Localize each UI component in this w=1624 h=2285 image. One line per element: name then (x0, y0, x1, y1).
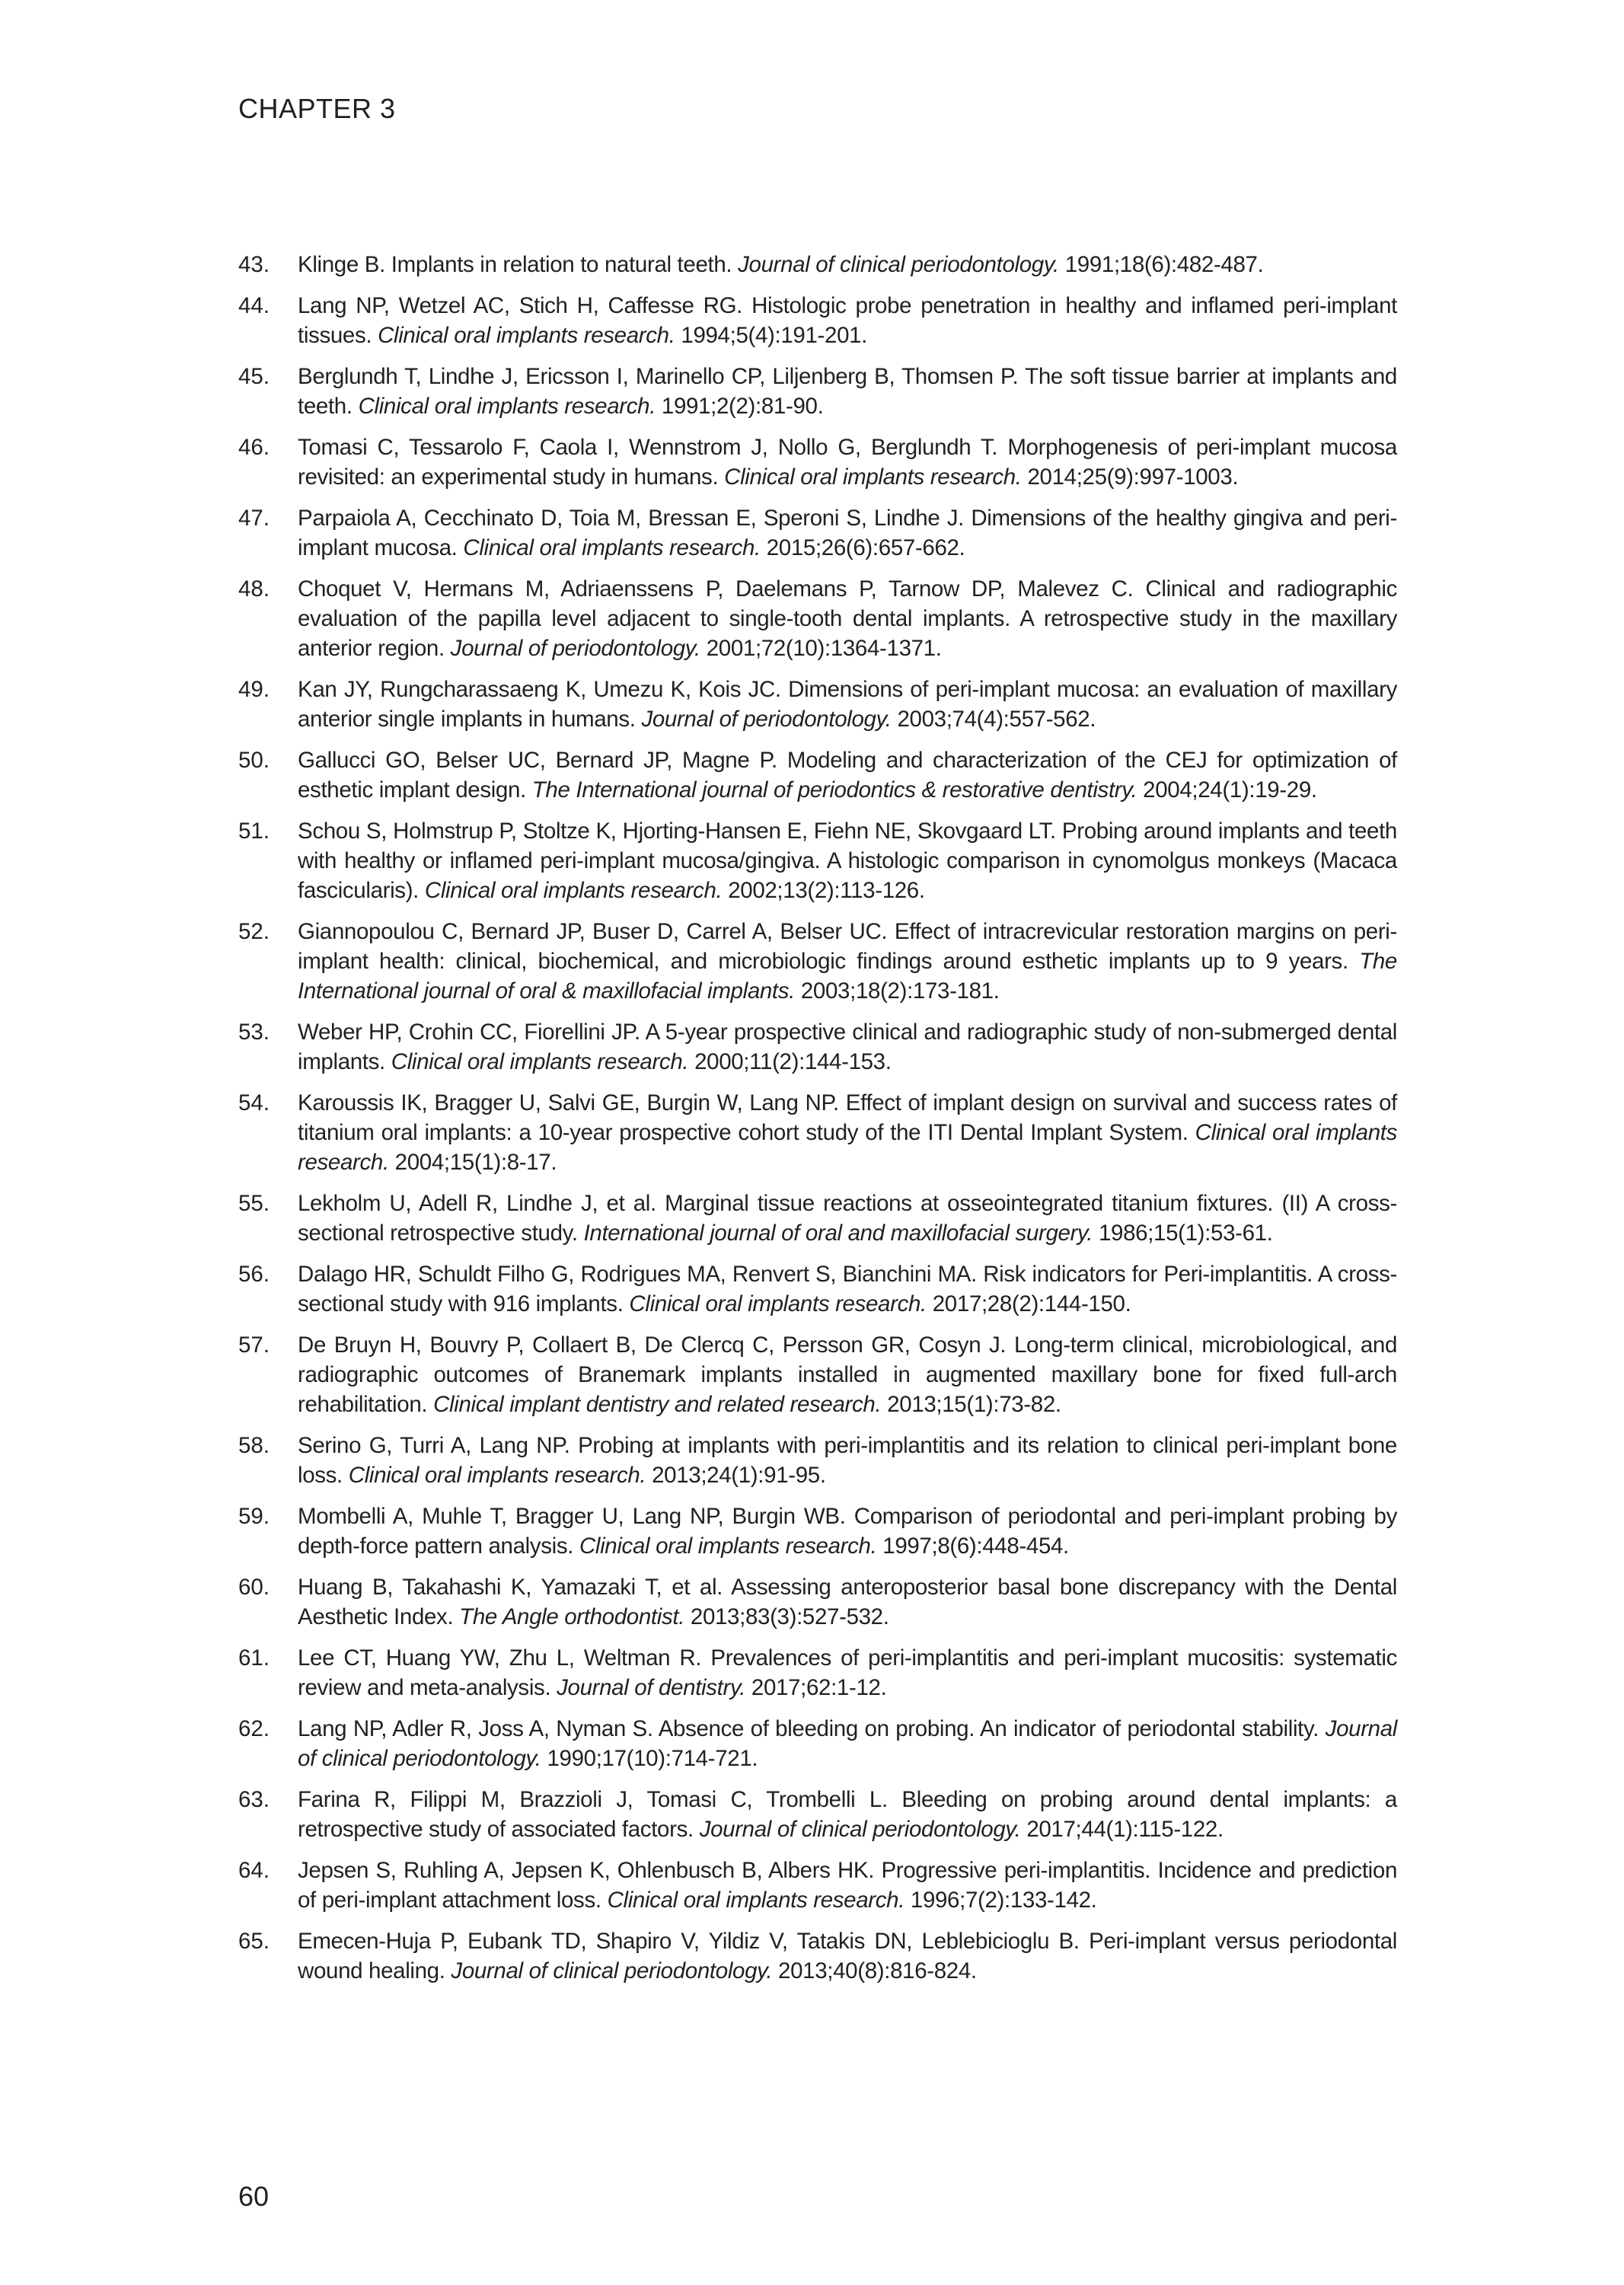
reference-text (298, 1330, 1397, 1419)
reference-authors-title: Lekholm U, Adell R, Lindhe J, et al. Marginal tissue reactions at osseointegrated titanium fixtures. (II) A cross-sectional retrospective study. (298, 1191, 1397, 1246)
reference-citation: 2013;40(8):816-824. (772, 1958, 977, 1983)
reference-citation: 2017;62:1-12. (745, 1675, 887, 1700)
reference-item (238, 291, 1397, 350)
reference-citation: 2017;44(1):115-122. (1020, 1817, 1224, 1842)
reference-citation: 1991;18(6):482-487. (1058, 252, 1264, 277)
reference-text (298, 1714, 1397, 1773)
reference-number: 49. (238, 677, 270, 702)
reference-authors-title: Farina R, Filippi M, Brazzioli J, Tomasi C, Trombelli L. Bleeding on probing around dental implants: a retrospective study of associated factors. (298, 1787, 1397, 1842)
reference-text (298, 1431, 1397, 1490)
reference-number: 58. (238, 1433, 270, 1458)
reference-item (238, 250, 1397, 279)
reference-number: 48. (238, 576, 270, 602)
reference-citation: 2014;25(9):997-1003. (1021, 464, 1239, 490)
reference-journal: Clinical implant dentistry and related research. (433, 1392, 882, 1417)
reference-text (298, 432, 1397, 492)
reference-item (238, 1856, 1397, 1915)
reference-number: 60. (238, 1575, 270, 1600)
reference-authors-title: Schou S, Holmstrup P, Stoltze K, Hjorting-Hansen E, Fiehn NE, Skovgaard LT. Probing around implants and teeth with healthy or inflamed peri-implant mucosa/gingiva. A histologic comparison in cynomolgus monkeys (Macaca fascicularis). (298, 819, 1397, 903)
reference-journal: Clinical oral implants research. (348, 1463, 646, 1488)
reference-authors-title: Giannopoulou C, Bernard JP, Buser D, Carrel A, Belser UC. Effect of intracrevicular restoration margins on peri-implant health: clinical, biochemical, and microbiologic findings around esthetic implants up to 9 years. (298, 919, 1397, 974)
reference-authors-title: Serino G, Turri A, Lang NP. Probing at implants with peri-implantitis and its relation to clinical peri-implant bone loss. (298, 1433, 1397, 1488)
reference-journal: The International journal of oral & maxillofacial implants. (298, 949, 1397, 1004)
reference-text (298, 291, 1397, 350)
reference-journal: Clinical oral implants research. (358, 394, 656, 419)
reference-number: 56. (238, 1262, 270, 1287)
chapter-heading: CHAPTER 3 (238, 93, 396, 124)
reference-item (238, 1572, 1397, 1632)
reference-authors-title: Lang NP, Wetzel AC, Stich H, Caffesse RG. Histologic probe penetration in healthy and inflamed peri-implant tissues. (298, 293, 1397, 348)
reference-journal: Clinical oral implants research. (298, 1120, 1397, 1175)
reference-journal: Journal of clinical periodontology. (451, 1958, 773, 1983)
reference-text (298, 1856, 1397, 1915)
reference-item (238, 1643, 1397, 1703)
reference-citation: 2003;74(4):557-562. (891, 707, 1096, 732)
reference-number: 51. (238, 819, 270, 844)
reference-citation: 1994;5(4):191-201. (675, 323, 868, 348)
reference-item (238, 362, 1397, 421)
reference-authors-title: Mombelli A, Muhle T, Bragger U, Lang NP, Burgin WB. Comparison of periodontal and peri-implant probing by depth-force pattern analysis. (298, 1504, 1397, 1559)
reference-text (298, 1643, 1397, 1703)
reference-text (298, 503, 1397, 563)
reference-number: 46. (238, 435, 270, 460)
reference-citation: 2004;24(1):19-29. (1137, 777, 1317, 803)
reference-item (238, 1088, 1397, 1177)
reference-citation: 1990;17(10):714-721. (541, 1746, 758, 1771)
reference-citation: 1996;7(2):133-142. (905, 1888, 1097, 1913)
reference-item (238, 1330, 1397, 1419)
reference-citation: 2001;72(10):1364-1371. (700, 636, 942, 661)
reference-journal: Journal of clinical periodontology. (699, 1817, 1021, 1842)
reference-journal: Journal of clinical periodontology. (738, 252, 1059, 277)
reference-number: 50. (238, 748, 270, 773)
reference-citation: 2000;11(2):144-153. (688, 1049, 892, 1074)
reference-text (298, 1926, 1397, 1986)
reference-number: 64. (238, 1858, 270, 1883)
reference-item (238, 816, 1397, 905)
reference-authors-title: Lang NP, Adler R, Joss A, Nyman S. Absence of bleeding on probing. An indicator of periodontal stability. (298, 1716, 1326, 1741)
reference-text (298, 1259, 1397, 1319)
reference-journal: The International journal of periodontics & restorative dentistry. (531, 777, 1137, 803)
reference-number: 59. (238, 1504, 270, 1529)
reference-item (238, 675, 1397, 734)
reference-number: 65. (238, 1929, 270, 1954)
reference-text (298, 1088, 1397, 1177)
reference-item (238, 917, 1397, 1006)
reference-citation: 2013;24(1):91-95. (646, 1463, 826, 1488)
reference-text (298, 1572, 1397, 1632)
reference-authors-title: Kan JY, Rungcharassaeng K, Umezu K, Kois JC. Dimensions of peri-implant mucosa: an evaluation of maxillary anterior single implants in humans. (298, 677, 1397, 732)
reference-number: 45. (238, 364, 270, 389)
reference-number: 44. (238, 293, 270, 318)
reference-journal: Clinical oral implants research. (378, 323, 675, 348)
reference-item (238, 503, 1397, 563)
reference-citation: 2017;28(2):144-150. (926, 1291, 1131, 1316)
reference-item (238, 1189, 1397, 1248)
reference-authors-title: Lee CT, Huang YW, Zhu L, Weltman R. Prevalences of peri-implantitis and peri-implant mucositis: systematic review and meta-analysis. (298, 1645, 1397, 1700)
reference-authors-title: Parpaiola A, Cecchinato D, Toia M, Bressan E, Speroni S, Lindhe J. Dimensions of the healthy gingiva and peri-implant mucosa. (298, 506, 1397, 560)
reference-number: 61. (238, 1645, 270, 1671)
reference-text (298, 816, 1397, 905)
reference-authors-title: Dalago HR, Schuldt Filho G, Rodrigues MA, Renvert S, Bianchini MA. Risk indicators for Peri-implantitis. A cross-sectional study with 916 implants. (298, 1262, 1397, 1316)
reference-journal: Journal of clinical periodontology. (298, 1716, 1397, 1771)
reference-journal: Clinical oral implants research. (607, 1888, 905, 1913)
reference-journal: The Angle orthodontist. (459, 1604, 685, 1629)
reference-text (298, 250, 1397, 279)
reference-citation: 2003;18(2):173-181. (795, 978, 1000, 1004)
reference-authors-title: De Bruyn H, Bouvry P, Collaert B, De Clercq C, Persson GR, Cosyn J. Long-term clinical, microbiological, and radiographic outcomes of Branemark implants installed in augmented maxillary bone for fixed full-arch rehabilitation. (298, 1332, 1397, 1417)
reference-citation: 2004;15(1):8-17. (388, 1150, 557, 1175)
reference-journal: Clinical oral implants research. (424, 878, 723, 903)
reference-authors-title: Huang B, Takahashi K, Yamazaki T, et al. Assessing anteroposterior basal bone discrepancy with the Dental Aesthetic Index. (298, 1575, 1397, 1629)
reference-authors-title: Choquet V, Hermans M, Adriaenssens P, Daelemans P, Tarnow DP, Malevez C. Clinical and radiographic evaluation of the papilla level adjacent to single-tooth dental implants. A retrospective study in the maxillary anterior region. (298, 576, 1397, 661)
reference-number: 54. (238, 1090, 270, 1115)
reference-item (238, 1259, 1397, 1319)
reference-text (298, 675, 1397, 734)
reference-journal: Clinical oral implants research. (724, 464, 1022, 490)
reference-item (238, 1017, 1397, 1077)
reference-text (298, 917, 1397, 1006)
reference-item (238, 574, 1397, 663)
reference-item (238, 745, 1397, 805)
reference-authors-title: Karoussis IK, Bragger U, Salvi GE, Burgin W, Lang NP. Effect of implant design on survival and success rates of titanium oral implants: a 10-year prospective cohort study of the ITI Dental Implant System. (298, 1090, 1397, 1145)
reference-authors-title: Emecen-Huja P, Eubank TD, Shapiro V, Yildiz V, Tatakis DN, Leblebicioglu B. Peri-implant versus periodontal wound healing. (298, 1929, 1397, 1983)
reference-citation: 1986;15(1):53-61. (1093, 1221, 1273, 1246)
reference-list (238, 250, 1397, 1997)
reference-authors-title: Jepsen S, Ruhling A, Jepsen K, Ohlenbusch B, Albers HK. Progressive peri-implantitis. Incidence and prediction of peri-implant attachment loss. (298, 1858, 1397, 1913)
reference-text (298, 1189, 1397, 1248)
reference-authors-title: Gallucci GO, Belser UC, Bernard JP, Magne P. Modeling and characterization of the CEJ for optimization of esthetic implant design. (298, 748, 1397, 803)
reference-number: 55. (238, 1191, 270, 1216)
reference-journal: Clinical oral implants research. (629, 1291, 927, 1316)
reference-number: 62. (238, 1716, 270, 1741)
page-number: 60 (238, 2181, 270, 2212)
reference-journal: Journal of periodontology. (641, 707, 892, 732)
reference-item (238, 1714, 1397, 1773)
reference-citation: 2013;15(1):73-82. (881, 1392, 1061, 1417)
reference-item (238, 432, 1397, 492)
reference-journal: International journal of oral and maxillofacial surgery. (583, 1221, 1093, 1246)
reference-citation: 1997;8(6):448-454. (876, 1533, 1069, 1559)
reference-authors-title: Berglundh T, Lindhe J, Ericsson I, Marinello CP, Liljenberg B, Thomsen P. The soft tissue barrier at implants and teeth. (298, 364, 1397, 419)
reference-number: 57. (238, 1332, 270, 1358)
reference-item (238, 1926, 1397, 1986)
reference-item (238, 1785, 1397, 1844)
reference-item (238, 1431, 1397, 1490)
reference-authors-title: Tomasi C, Tessarolo F, Caola I, Wennstrom J, Nollo G, Berglundh T. Morphogenesis of peri-implant mucosa revisited: an experimental study in humans. (298, 435, 1397, 490)
reference-text (298, 574, 1397, 663)
reference-journal: Journal of periodontology. (450, 636, 700, 661)
reference-number: 47. (238, 506, 270, 531)
reference-text (298, 1502, 1397, 1561)
reference-citation: 2002;13(2):113-126. (722, 878, 925, 903)
reference-text (298, 1785, 1397, 1844)
reference-item (238, 1502, 1397, 1561)
reference-citation: 2013;83(3):527-532. (684, 1604, 889, 1629)
reference-authors-title: Klinge B. Implants in relation to natural teeth. (298, 252, 739, 277)
reference-authors-title: Weber HP, Crohin CC, Fiorellini JP. A 5-year prospective clinical and radiographic study of non-submerged dental implants. (298, 1020, 1397, 1074)
reference-number: 43. (238, 252, 270, 277)
reference-number: 53. (238, 1020, 270, 1045)
reference-text (298, 362, 1397, 421)
reference-journal: Clinical oral implants research. (463, 535, 761, 560)
reference-citation: 2015;26(6):657-662. (760, 535, 965, 560)
reference-journal: Clinical oral implants research. (391, 1049, 689, 1074)
reference-number: 63. (238, 1787, 270, 1812)
reference-journal: Journal of dentistry. (557, 1675, 746, 1700)
reference-citation: 1991;2(2):81-90. (656, 394, 824, 419)
reference-text (298, 745, 1397, 805)
reference-number: 52. (238, 919, 270, 944)
reference-journal: Clinical oral implants research. (579, 1533, 877, 1559)
reference-text (298, 1017, 1397, 1077)
